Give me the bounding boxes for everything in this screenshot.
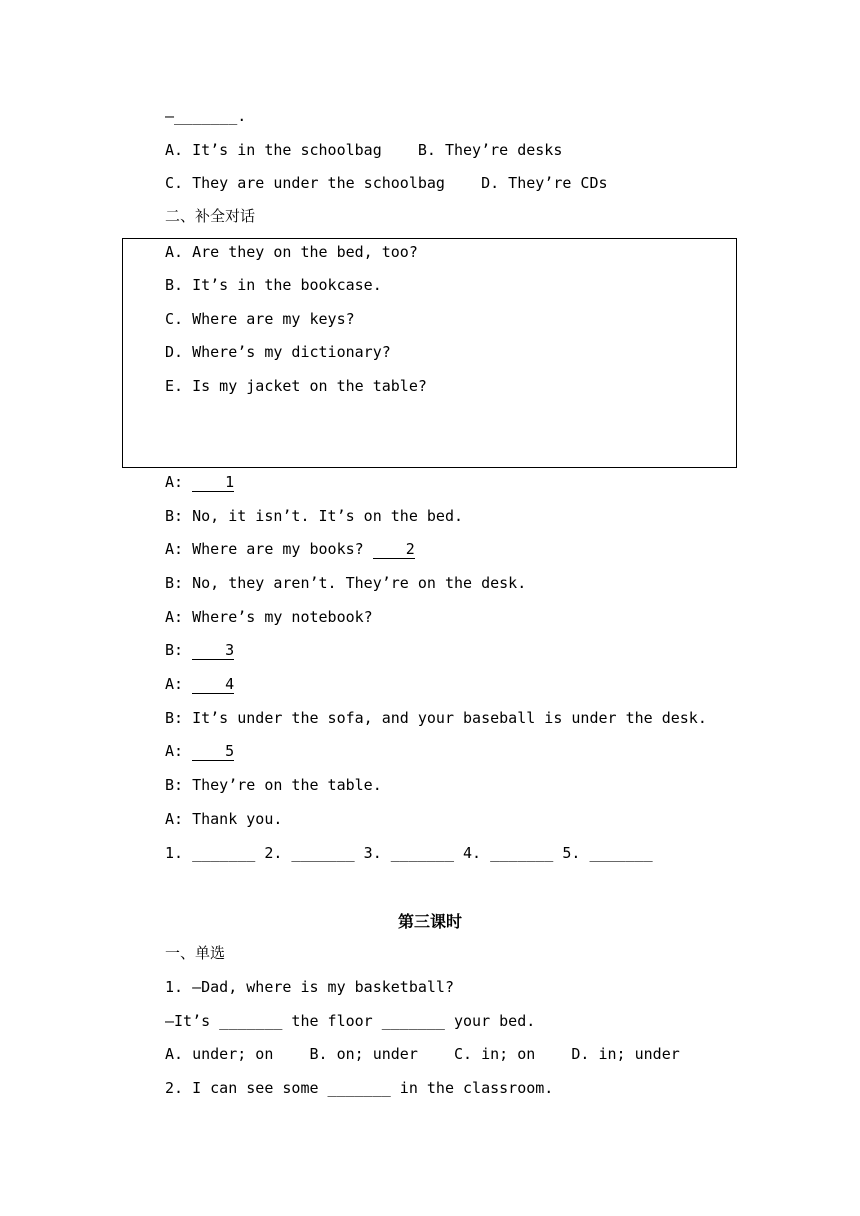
answer-line: —_______. (165, 107, 247, 125)
speaker: A: (165, 742, 193, 760)
lesson-heading: 第三课时 (397, 912, 462, 931)
question-line: 1. —Dad, where is my basketball? (165, 978, 454, 996)
choice-a: A. Are they on the bed, too? (165, 243, 418, 261)
speaker: A: (165, 473, 193, 491)
section-title: 二、补全对话 (165, 207, 256, 225)
dialogue-line (165, 741, 234, 761)
dialogue-line: B: No, it isn’t. It’s on the bed. (165, 507, 464, 525)
blank-5: 5 (192, 742, 234, 761)
question-line: 2. I can see some _______ in the classroom. (165, 1079, 554, 1097)
dialogue-line: A: Where’s my notebook? (165, 608, 373, 626)
options-row-1: A. It’s in the schoolbag B. They’re desks (165, 141, 563, 159)
dialogue-line (165, 539, 415, 559)
speaker: A: (165, 675, 193, 693)
answer-line: 1. _______ 2. _______ 3. _______ 4. _______ 5. _______ (165, 844, 653, 862)
choice-e: E. Is my jacket on the table? (165, 377, 427, 395)
question-options: A. under; on B. on; under C. in; on D. in; under (165, 1045, 680, 1063)
blank-2: 2 (373, 540, 415, 559)
dialogue-line: B: It’s under the sofa, and your baseball is under the desk. (165, 709, 707, 727)
choice-b: B. It’s in the bookcase. (165, 276, 382, 294)
dialogue-line: A: Thank you. (165, 810, 283, 828)
section-title: 一、单选 (165, 944, 226, 962)
blank-1: 1 (192, 473, 234, 492)
dialogue-line: B: They’re on the table. (165, 776, 382, 794)
choice-c: C. Where are my keys? (165, 310, 355, 328)
blank-3: 3 (192, 641, 234, 660)
dialogue-line (165, 674, 234, 694)
choice-d: D. Where’s my dictionary? (165, 343, 391, 361)
dialogue-line (165, 472, 234, 492)
options-row-2: C. They are under the schoolbag D. They’re CDs (165, 174, 608, 192)
speaker: B: (165, 641, 193, 659)
dialogue-line (165, 640, 234, 660)
dialogue-text: A: Where are my books? (165, 540, 373, 558)
question-line: —It’s _______ the floor _______ your bed. (165, 1012, 536, 1030)
blank-4: 4 (192, 675, 234, 694)
dialogue-line: B: No, they aren’t. They’re on the desk. (165, 574, 527, 592)
